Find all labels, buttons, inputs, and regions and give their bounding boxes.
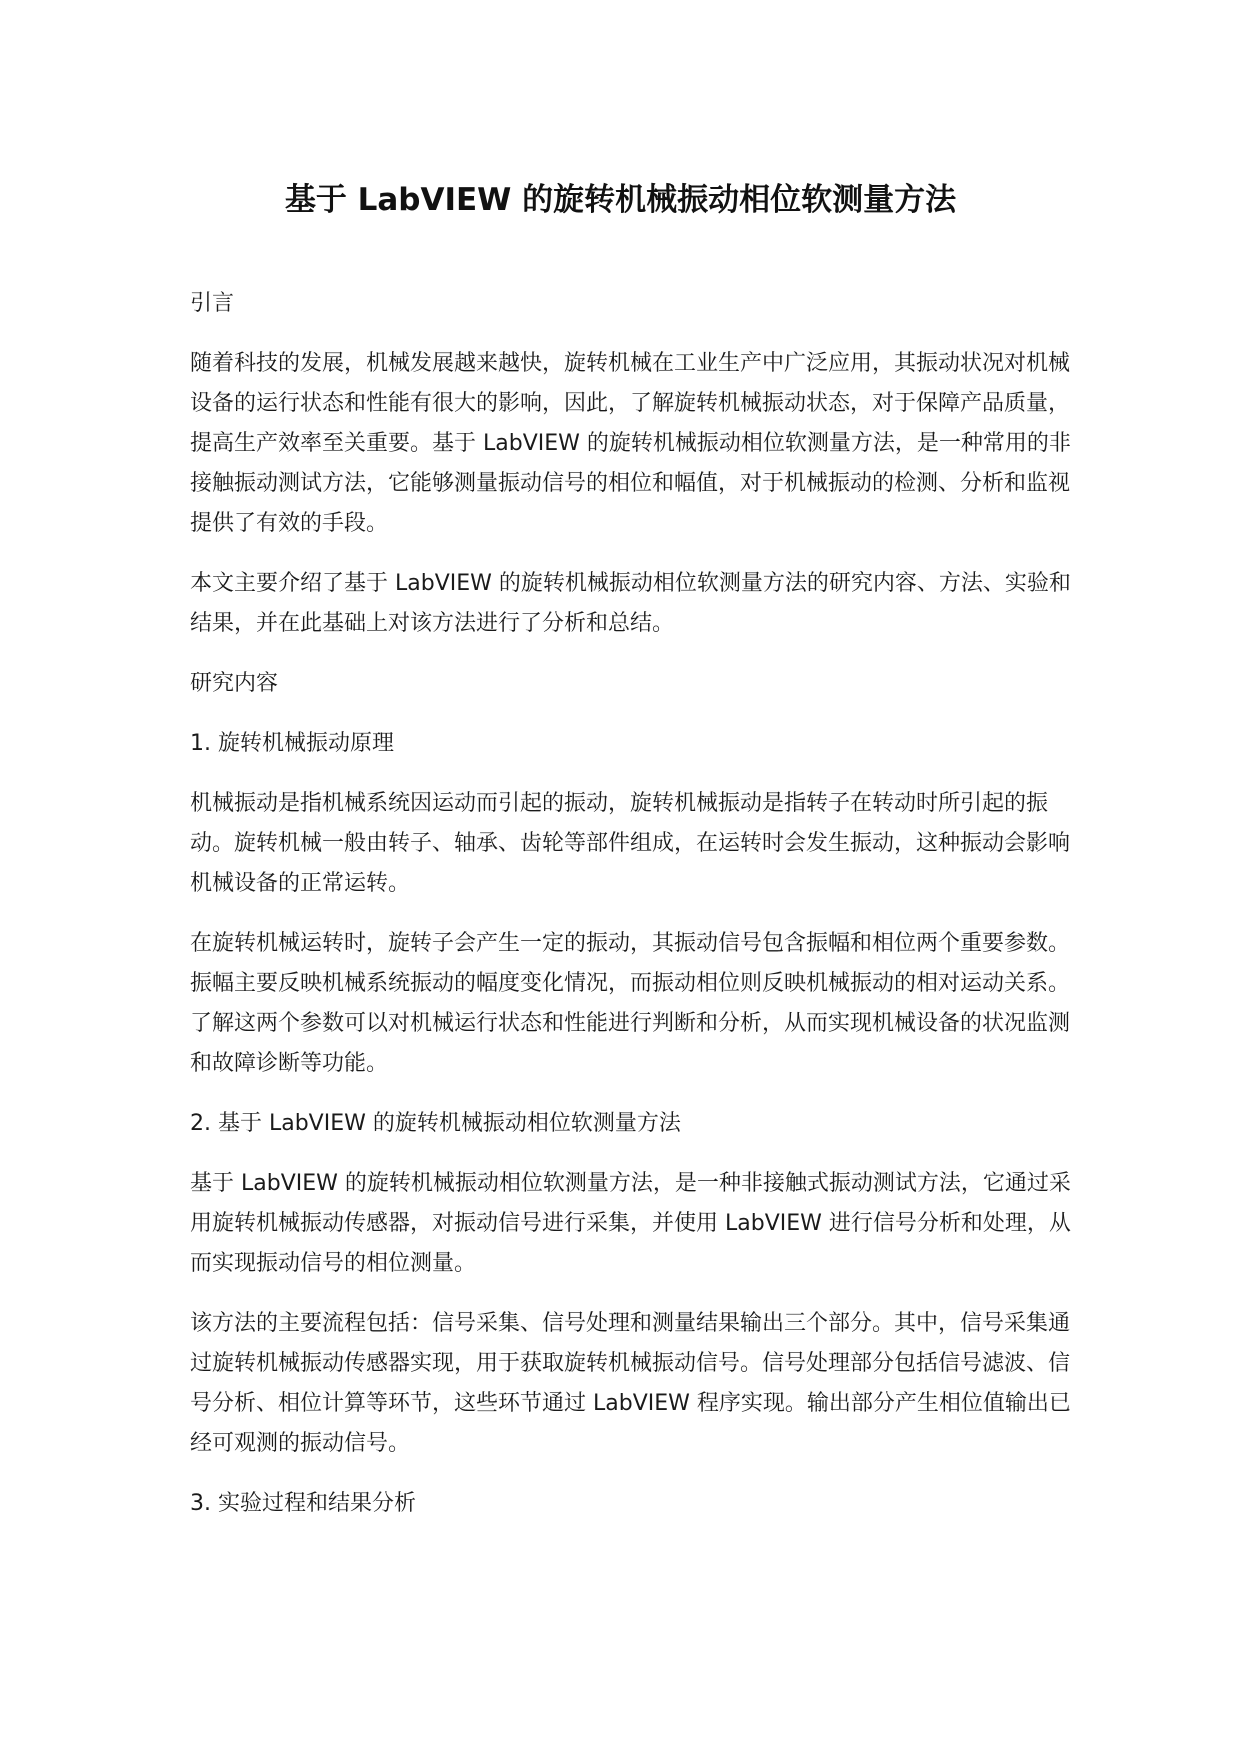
paragraph: 该方法的主要流程包括：信号采集、信号处理和测量结果输出三个部分。其中，信号采集通过旋转机械振动传感器实现，用于获取旋转机械振动信号。信号处理部分包括信号滤波、信号分析、相位计算等环节，这些环节通过 LabVIEW 程序实现。输出部分产生相位值输出已经可观测的振动信号。 (190, 1311, 1071, 1456)
paragraph: 本文主要介绍了基于 LabVIEW 的旋转机械振动相位软测量方法的研究内容、方法、实验和结果，并在此基础上对该方法进行了分析和总结。 (190, 571, 1071, 636)
document-body (190, 284, 1080, 1544)
paragraph: 随着科技的发展，机械发展越来越快，旋转机械在工业生产中广泛应用，其振动状况对机械设备的运行状态和性能有很大的影响，因此，了解旋转机械振动状态，对于保障产品质量，提高生产效率至关重要。基于 LabVIEW 的旋转机械振动相位软测量方法，是一种常用的非接触振动测试方法，它能够测量振动信号的相位和幅值，对于机械振动的检测、分析和监视提供了有效的手段。 (190, 351, 1071, 536)
subsection-heading-2: 2. 基于 LabVIEW 的旋转机械振动相位软测量方法 (190, 1111, 681, 1136)
paragraph: 机械振动是指机械系统因运动而引起的振动，旋转机械振动是指转子在转动时所引起的振动。旋转机械一般由转子、轴承、齿轮等部件组成，在运转时会发生振动，这种振动会影响机械设备的正常运转。 (190, 791, 1071, 896)
section-heading-introduction: 引言 (190, 291, 235, 316)
document-title: 基于 LabVIEW 的旋转机械振动相位软测量方法 (284, 182, 957, 218)
subsection-heading-1: 1. 旋转机械振动原理 (190, 731, 394, 756)
paragraph: 在旋转机械运转时，旋转子会产生一定的振动，其振动信号包含振幅和相位两个重要参数。振幅主要反映机械系统振动的幅度变化情况，而振动相位则反映机械振动的相对运动关系。了解这两个参数可以对机械运行状态和性能进行判断和分析，从而实现机械设备的状况监测和故障诊断等功能。 (190, 931, 1071, 1076)
subsection-heading-3: 3. 实验过程和结果分析 (190, 1491, 416, 1516)
section-heading-research-content: 研究内容 (190, 671, 279, 696)
paragraph: 基于 LabVIEW 的旋转机械振动相位软测量方法，是一种非接触式振动测试方法，它通过采用旋转机械振动传感器，对振动信号进行采集，并使用 LabVIEW 进行信号分析和处理，从而实现振动信号的相位测量。 (190, 1171, 1071, 1276)
